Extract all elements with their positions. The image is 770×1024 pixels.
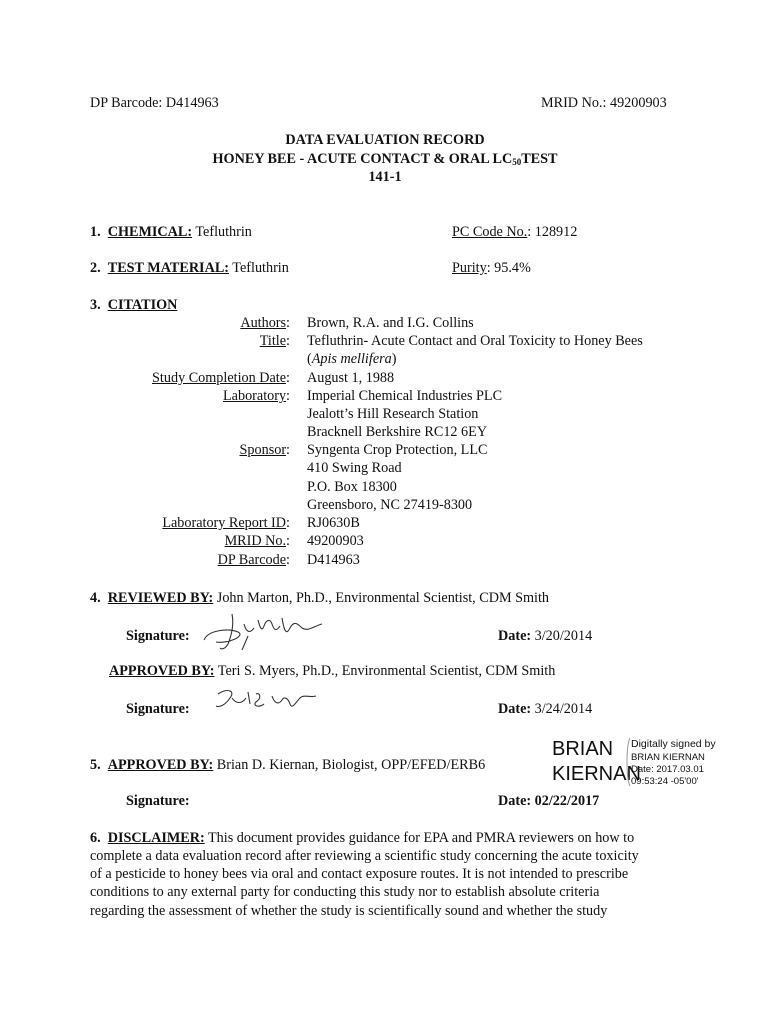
approved-by-value: Teri S. Myers, Ph.D., Environmental Scientist, CDM Smith	[214, 663, 556, 679]
reviewer-signature-image	[198, 610, 338, 652]
mrid-header: MRID No.: 49200903	[541, 95, 667, 111]
completion-date-value: August 1, 1988	[307, 370, 395, 386]
title-line-2-prefix: HONEY BEE - ACUTE CONTACT & ORAL LC	[212, 151, 513, 167]
stamp-line-1: Digitally signed by	[631, 738, 716, 750]
dp-barcode-value: D414963	[307, 552, 360, 568]
approver-signature-label: Signature:	[126, 701, 190, 717]
approved-by-label: APPROVED BY:	[109, 663, 215, 679]
title-line-1: DATA EVALUATION RECORD	[285, 132, 485, 148]
section-number: 1.	[90, 224, 101, 240]
report-id-value: RJ0630B	[307, 515, 360, 531]
disclaimer-label: DISCLAIMER:	[107, 830, 205, 846]
approved-by-2-label: APPROVED BY:	[107, 757, 214, 773]
sponsor-value-line-3: P.O. Box 18300	[307, 479, 397, 495]
final-date: Date: 02/22/2017	[498, 793, 600, 809]
laboratory-value-line-3: Bracknell Berkshire RC12 6EY	[307, 424, 488, 440]
section-number: 3.	[90, 297, 101, 313]
sponsor-value-line-1: Syngenta Crop Protection, LLC	[307, 442, 488, 458]
purity-value: : 95.4%	[486, 260, 531, 276]
reviewer-signature-label: Signature:	[126, 628, 190, 644]
section-number: 2.	[90, 260, 101, 276]
authors-label: Authors:	[240, 315, 290, 331]
approved-by-2-value: Brian D. Kiernan, Biologist, OPP/EFED/ERB6	[213, 757, 486, 773]
dp-barcode-label: DP Barcode:	[217, 552, 290, 568]
disclaimer-line-1	[90, 829, 634, 847]
approver-date	[498, 700, 592, 718]
dp-barcode-header: DP Barcode: D414963	[90, 95, 219, 111]
section-number: 5.	[90, 757, 101, 773]
section-chemical	[90, 223, 252, 241]
mrid-label: MRID No.:	[224, 533, 290, 549]
laboratory-label: Laboratory:	[223, 388, 290, 404]
final-signature-label: Signature:	[126, 793, 190, 809]
authors-value: Brown, R.A. and I.G. Collins	[307, 315, 474, 331]
pc-code	[452, 223, 577, 241]
stamp-name-line-2: KIERNAN	[552, 763, 641, 785]
chemical-value: Tefluthrin	[192, 224, 252, 240]
stamp-line-3: Date: 2017.03.01	[631, 764, 704, 775]
citation-label: CITATION	[107, 297, 178, 313]
section-number: 6.	[90, 830, 101, 846]
sponsor-value-line-4: Greensboro, NC 27419-8300	[307, 497, 473, 513]
disclaimer-line-5: regarding the assessment of whether the study is scientifically sound and whether the study	[90, 903, 608, 919]
completion-date-label: Study Completion Date:	[152, 370, 290, 386]
disclaimer-line-3: of a pesticide to honey bees via oral and contact exposure routes. It is not intended to prescribe	[90, 866, 629, 882]
test-material-value: Tefluthrin	[229, 260, 289, 276]
test-material-label: TEST MATERIAL:	[107, 260, 230, 276]
section-number: 4.	[90, 590, 101, 606]
pc-code-label: PC Code No.	[452, 224, 528, 240]
reviewed-by-value: John Marton, Ph.D., Environmental Scientist, CDM Smith	[213, 590, 550, 606]
section-test-material	[90, 259, 289, 277]
purity-label: Purity	[452, 260, 487, 276]
pc-code-value: : 128912	[527, 224, 578, 240]
title-value-line-1: Tefluthrin- Acute Contact and Oral Toxicity to Honey Bees	[307, 333, 643, 349]
stamp-line-4: 09:53:24 -05'00'	[631, 776, 699, 787]
chemical-label: CHEMICAL:	[107, 224, 193, 240]
disclaimer-line-4: conditions to any external party for conducting this study nor to establish absolute criteria	[90, 884, 600, 900]
reviewer-date-value: 3/20/2014	[531, 628, 593, 644]
stamp-name-line-1: BRIAN	[552, 738, 614, 760]
purity	[452, 259, 531, 277]
reviewer-date-label: Date:	[498, 628, 532, 644]
report-id-label: Laboratory Report ID:	[162, 515, 290, 531]
section-approved-by-2	[90, 756, 485, 774]
title-value-line-2: (Apis mellifera)	[307, 351, 397, 367]
section-citation	[90, 296, 177, 314]
title-label: Title:	[259, 333, 290, 349]
mrid-value: 49200903	[307, 533, 364, 549]
section-approved-by-1	[109, 662, 555, 680]
disclaimer-line-2: complete a data evaluation record after reviewing a scientific study concerning the acute toxicity	[90, 848, 639, 864]
approver-signature-image	[212, 684, 322, 718]
approver-date-label: Date:	[498, 701, 532, 717]
laboratory-value-line-2: Jealott’s Hill Research Station	[307, 406, 479, 422]
disclaimer-text-1: This document provides guidance for EPA and PMRA reviewers on how to	[204, 830, 635, 846]
sponsor-label: Sponsor:	[239, 442, 290, 458]
reviewer-date	[498, 627, 592, 645]
laboratory-value-line-1: Imperial Chemical Industries PLC	[307, 388, 503, 404]
sponsor-value-line-2: 410 Swing Road	[307, 460, 402, 476]
title-line-2-subscript: 50	[512, 157, 522, 167]
reviewed-by-label: REVIEWED BY:	[107, 590, 214, 606]
approver-date-value: 3/24/2014	[531, 701, 593, 717]
stamp-line-2: BRIAN KIERNAN	[631, 752, 705, 763]
section-reviewed-by	[90, 589, 549, 607]
title-line-2-suffix: TEST	[521, 151, 558, 167]
title-line-3: 141-1	[368, 169, 402, 185]
